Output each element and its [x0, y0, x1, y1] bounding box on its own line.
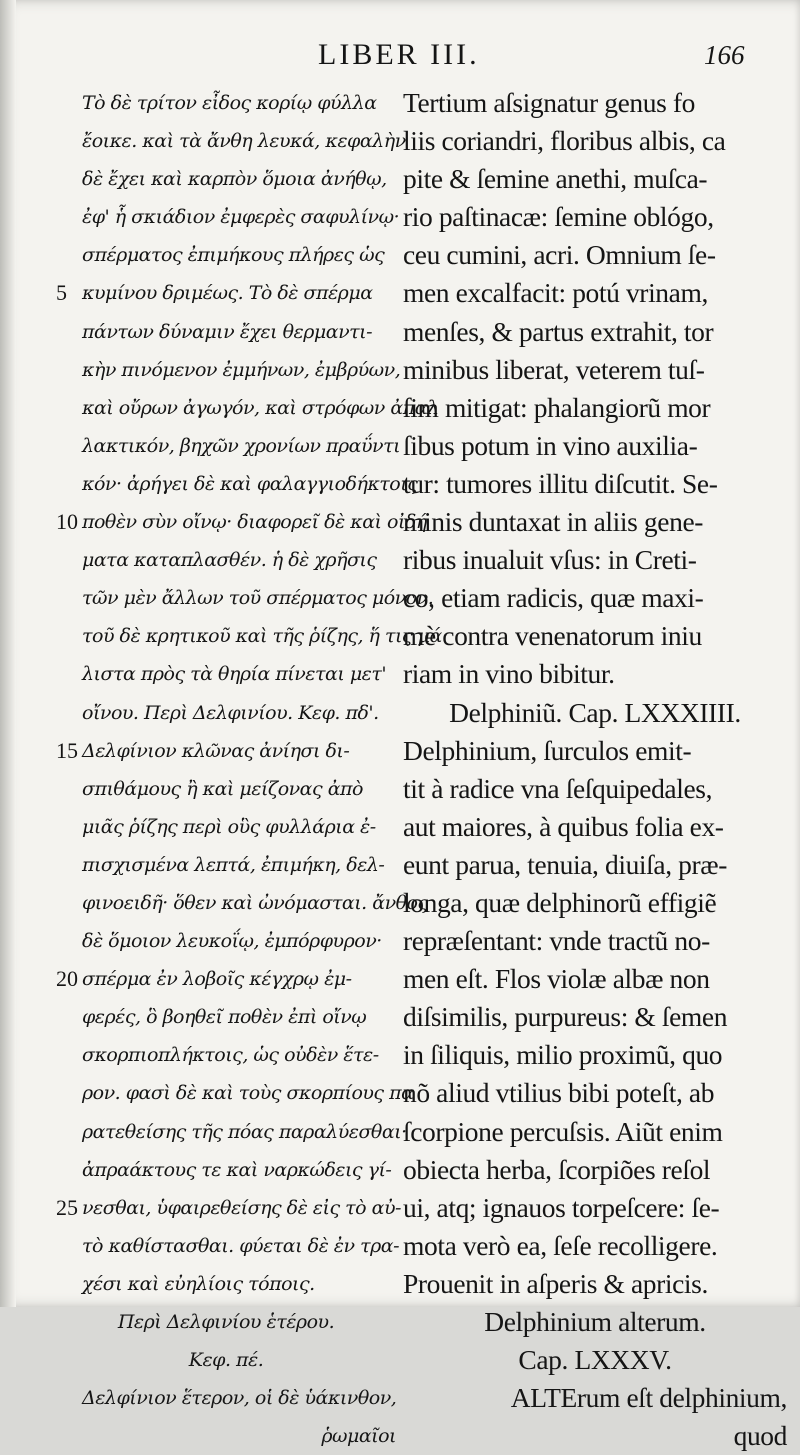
greek-line-text: φερές, ὃ βοηθεῖ ποθὲν ἐπὶ οἴνῳ — [82, 1006, 367, 1029]
latin-line-text: pite & ſemine anethi, muſca- — [403, 163, 708, 195]
greek-line — [56, 313, 396, 351]
latin-line-text: mè contra venenatorum iniu — [403, 620, 702, 652]
greek-line-text: Δελφίνιον κλῶνας ἀνίησι δι- — [82, 739, 350, 762]
latin-line-text: ui, atq; ignauos torpeſcere: ſe- — [403, 1191, 720, 1223]
greek-line-text: λακτικόν, βηχῶν χρονίων πραΰντι — [82, 434, 401, 457]
latin-line — [403, 1227, 787, 1265]
greek-line — [56, 1151, 396, 1189]
greek-line — [56, 122, 406, 160]
greek-line — [56, 960, 396, 998]
greek-line — [56, 1074, 414, 1112]
greek-line — [56, 503, 427, 541]
greek-line — [56, 846, 396, 884]
latin-line-text: Prouenit in aſperis & apricis. — [403, 1267, 708, 1299]
latin-line-text: menſes, & partus extrahit, tor — [403, 315, 714, 347]
latin-line — [403, 1036, 787, 1074]
greek-line — [56, 732, 396, 770]
greek-line-text: κὴν πινόμενον ἐμμήνων, ἐμβρύων, — [82, 358, 401, 381]
latin-line-text: rio paſtinacæ: ſemine oblógo, — [403, 201, 714, 233]
greek-line — [56, 922, 396, 960]
latin-line — [403, 198, 787, 236]
greek-line — [56, 1265, 396, 1303]
line-number: 25 — [56, 1194, 78, 1220]
latin-line — [403, 770, 787, 808]
greek-line — [56, 274, 396, 312]
line-number: 20 — [56, 966, 78, 992]
latin-line — [403, 1074, 787, 1112]
latin-line — [403, 465, 787, 503]
latin-line — [403, 617, 787, 655]
greek-line-text: νεσθαι, ὑφαιρεθείσης δὲ εἰς τὸ αὐ- — [82, 1196, 401, 1219]
greek-line-text: ρατεθείσης τῆς πόας παραλύεσθαι· — [82, 1120, 407, 1143]
greek-line-text: οἴνου. Περὶ Δελφινίου. Κεφ. πδ'. — [82, 701, 379, 724]
page-gutter-shadow — [0, 0, 16, 1307]
greek-line — [56, 770, 396, 808]
latin-line — [403, 655, 787, 693]
latin-line-text: diſsimilis, purpureus: & ſemen — [403, 1001, 728, 1033]
line-number: 15 — [56, 737, 78, 763]
latin-heading — [403, 1341, 787, 1379]
greek-line-text: σκορπιοπλήκτοις, ὡς οὐδὲν ἕτε- — [82, 1044, 379, 1067]
latin-line-text: longa, quæ delphinorũ effigiẽ — [403, 886, 717, 918]
greek-line-text: τὸ καθίστασθαι. φύεται δὲ ἐν τρα- — [82, 1234, 400, 1257]
greek-line — [56, 351, 401, 389]
latin-line-text: Delphinium, ſurculos emit- — [403, 734, 692, 766]
greek-line-text: ρον. φασὶ δὲ καὶ τοὺς σκορπίους πα — [82, 1082, 414, 1105]
greek-line-text: δὲ ὅμοιον λευκοΐῳ, ἐμπόρφυρον· — [82, 930, 382, 953]
latin-line — [403, 313, 787, 351]
latin-line — [403, 1417, 787, 1455]
latin-line — [403, 1265, 787, 1303]
line-number: 5 — [56, 280, 67, 306]
greek-line — [56, 998, 396, 1036]
greek-line — [56, 160, 396, 198]
latin-line — [403, 579, 787, 617]
greek-line-text: μιᾶς ῥίζης περὶ οὓς φυλλάρια ἐ- — [82, 815, 376, 838]
greek-line-text: Δελφίνιον ἕτερον, οἱ δὲ ὑάκινθον, — [82, 1387, 397, 1410]
latin-line — [403, 960, 787, 998]
latin-line — [403, 84, 787, 122]
latin-line-text: repræſentant: vnde tractũ no- — [403, 925, 710, 957]
latin-heading — [403, 1303, 787, 1341]
latin-line-text: co, etiam radicis, quæ maxi- — [403, 582, 704, 614]
greek-line — [56, 198, 400, 236]
greek-line-text: ἐφ' ἧ σκιάδιον ἐμφερὲς σαφυλίνῳ· — [82, 206, 400, 229]
latin-line — [403, 541, 787, 579]
greek-line — [56, 427, 401, 465]
latin-line — [403, 389, 787, 427]
greek-line — [56, 1189, 401, 1227]
greek-line-text: Τὸ δὲ τρίτον εἶδος κορίῳ φύλλα — [82, 92, 377, 114]
latin-line — [403, 236, 787, 274]
latin-line-text: ceu cumini, acri. Omnium ſe- — [403, 239, 716, 271]
latin-line-text: aut maiores, à quibus folia ex- — [403, 810, 724, 842]
page-header — [0, 38, 800, 78]
latin-line — [403, 1113, 787, 1151]
greek-line — [56, 1417, 396, 1455]
greek-line — [56, 1379, 396, 1417]
greek-line-text: ἀπραάκτους τε καὶ ναρκώδεις γί- — [82, 1158, 392, 1181]
latin-line-text: Delphiniũ. Cap. LXXXIIII. — [449, 696, 741, 728]
greek-line — [56, 617, 442, 655]
greek-line — [56, 655, 396, 693]
latin-line-text: ſim mitigat: phalangiorũ mor — [403, 391, 711, 423]
greek-line-text: πάντων δύναμιν ἔχει θερμαντι- — [82, 320, 373, 343]
greek-line — [56, 1036, 396, 1074]
greek-line — [56, 236, 396, 274]
latin-line — [403, 1151, 787, 1189]
greek-line — [56, 465, 418, 503]
latin-line-text: ribus inualuit vſus: in Creti- — [403, 544, 697, 576]
latin-line-text: mota verò ea, ſeſe recolligere. — [403, 1229, 718, 1261]
latin-line — [403, 122, 787, 160]
latin-line — [403, 846, 787, 884]
page-number: 166 — [704, 40, 745, 70]
latin-line — [403, 274, 787, 312]
latin-line — [403, 351, 787, 389]
greek-line-text: κυμίνου δριμέως. Τὸ δὲ σπέρμα — [82, 282, 373, 305]
latin-line-text: liis coriandri, floribus albis, ca — [403, 125, 726, 157]
latin-line — [403, 427, 787, 465]
greek-line — [56, 1227, 400, 1265]
latin-line — [403, 732, 787, 770]
greek-heading-text: Κεφ. πέ. — [188, 1349, 264, 1372]
greek-line-text: φινοειδῆ· ὅθεν καὶ ὠνόμασται. ἄνθος — [82, 891, 428, 914]
latin-text-column — [403, 84, 787, 1455]
latin-line-text: Tertium aſsignatur genus fo — [403, 87, 695, 118]
latin-line-text: nõ aliud vtilius bibi poteſt, ab — [403, 1077, 715, 1109]
greek-heading-text: ῥωμαῖοι — [321, 1425, 396, 1448]
latin-line-text: ſcorpione percuſsis. Aiũt enim — [403, 1115, 723, 1147]
greek-line-text: δὲ ἔχει καὶ καρπὸν ὅμοια ἀνήθῳ, — [82, 168, 387, 191]
greek-line-text: τοῦ δὲ κρητικοῦ καὶ τῆς ῥίζης, ἥ τις μά — [82, 625, 442, 648]
latin-line-text: Delphinium alterum. — [484, 1306, 706, 1337]
greek-line-text: σπιθάμους ἢ καὶ μείζονας ἀπὸ — [82, 777, 363, 800]
greek-line — [56, 541, 396, 579]
greek-line — [56, 694, 396, 732]
greek-line — [56, 579, 434, 617]
latin-line — [403, 1379, 787, 1417]
latin-line-text: minibus liberat, veterem tuſ- — [403, 353, 705, 385]
latin-line-text: tit à radice vna ſeſquipedales, — [403, 772, 713, 804]
latin-line-text: men eſt. Flos violæ albæ non — [403, 963, 710, 995]
greek-line — [56, 884, 428, 922]
greek-line-text: πισχισμένα λεπτά, ἐπιμήκη, δελ- — [82, 853, 385, 876]
latin-line-text: quod — [733, 1420, 787, 1452]
latin-line-text: ALTErum eſt delphinium, — [510, 1382, 787, 1414]
greek-line — [56, 389, 439, 427]
latin-line-text: minis duntaxat in aliis gene- — [403, 506, 704, 538]
line-number: 10 — [56, 509, 78, 535]
greek-line-text: ματα καταπλασθέν. ἡ δὲ χρῆσις — [82, 549, 377, 572]
latin-heading — [403, 694, 787, 732]
latin-line — [403, 808, 787, 846]
greek-line-text: σπέρματος ἐπιμήκους πλήρες ὡς — [82, 244, 385, 267]
latin-line-text: in ſiliquis, milio proximũ, quo — [403, 1039, 723, 1071]
latin-line — [403, 1189, 787, 1227]
greek-line — [56, 1303, 396, 1341]
greek-line-text: σπέρμα ἐν λοβοῖς κέγχρῳ ἐμ- — [82, 968, 352, 991]
latin-line-text: tur: tumores illitu diſcutit. Se- — [403, 467, 718, 499]
greek-line-text: χέσι καὶ εὐηλίοις τόποις. — [82, 1272, 315, 1295]
greek-line-text: ἔοικε. καὶ τὰ ἄνθη λευκά, κεφαλὴν — [82, 130, 406, 153]
greek-line — [56, 1113, 407, 1151]
latin-line-text: men excalfacit: potú vrinam, — [403, 277, 708, 309]
greek-line-text: τῶν μὲν ἄλλων τοῦ σπέρματος μόνον. — [82, 587, 434, 610]
running-title: LIBER III. — [318, 38, 480, 71]
greek-text-column — [56, 84, 442, 1455]
latin-line — [403, 160, 787, 198]
greek-line-text: ποθὲν σὺν οἴνῳ· διαφορεῖ δὲ καὶ οἰδή — [82, 511, 427, 534]
latin-line — [403, 503, 787, 541]
latin-line-text: eunt parua, tenuia, diuiſa, præ- — [403, 848, 727, 880]
greek-heading-text: Περὶ Δελφινίου ἑτέρου. — [117, 1311, 335, 1333]
latin-line-text: obiecta herba, ſcorpiões reſol — [403, 1153, 711, 1185]
greek-line-text: λιστα πρὸς τὰ θηρία πίνεται μετ' — [82, 663, 387, 686]
latin-line — [403, 922, 787, 960]
latin-line-text: Cap. LXXXV. — [518, 1344, 672, 1376]
greek-line-text: καὶ οὔρων ἀγωγόν, καὶ στρόφων ἀπαλ — [82, 396, 439, 419]
greek-line-text: κόν· ἀρήγει δὲ καὶ φαλαγγιοδήκτοις — [82, 472, 418, 495]
latin-line-text: riam in vino bibitur. — [403, 658, 615, 690]
latin-line-text: ſibus potum in vino auxilia- — [403, 429, 698, 461]
greek-line — [56, 84, 396, 122]
latin-line — [403, 884, 787, 922]
greek-line — [56, 1341, 396, 1379]
greek-line — [56, 808, 396, 846]
latin-line — [403, 998, 787, 1036]
